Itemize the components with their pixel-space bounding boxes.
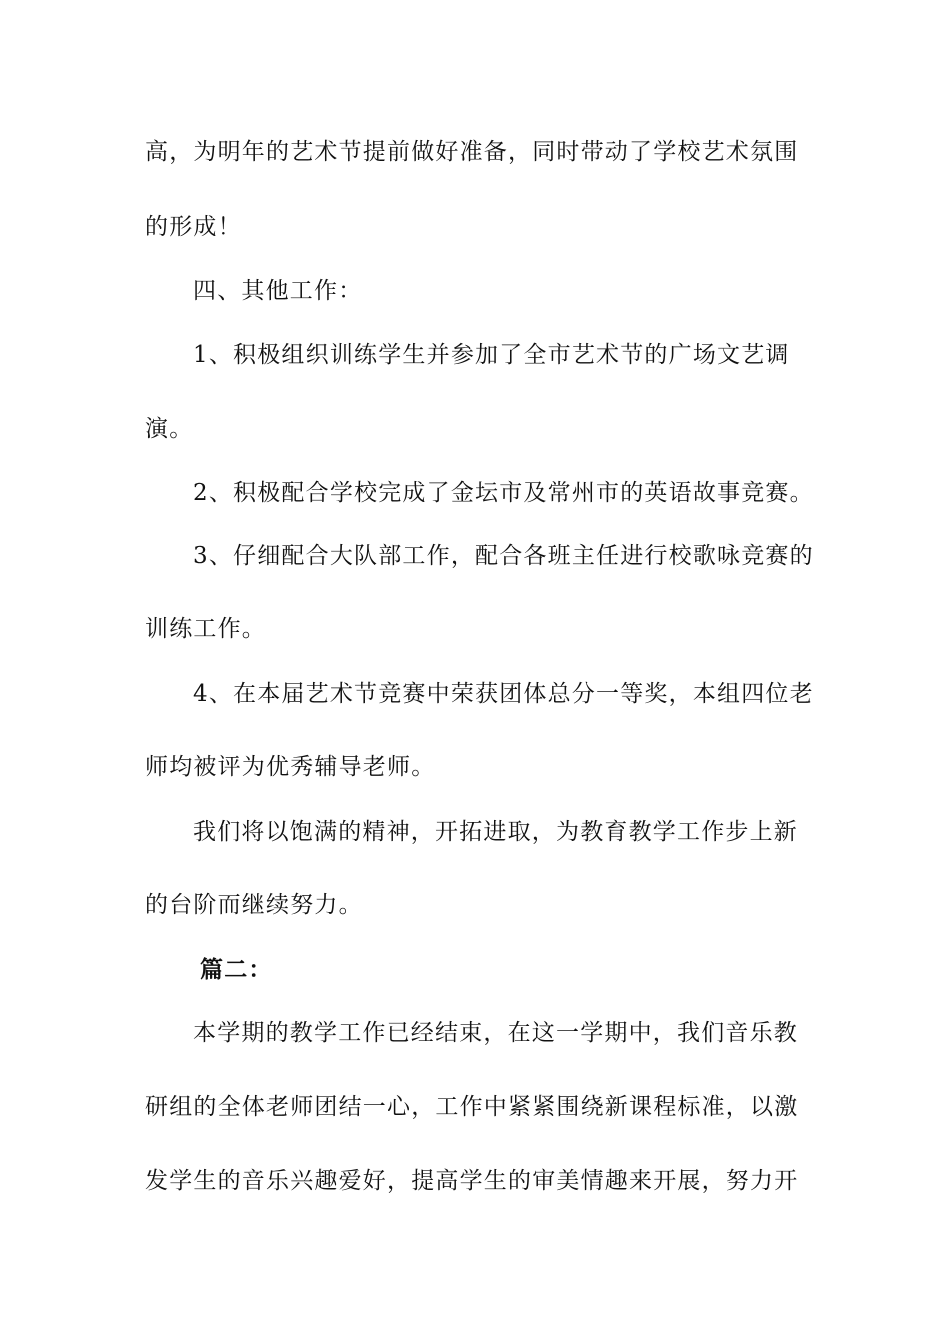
paragraph-line: 高，为明年的艺术节提前做好准备，同时带动了学校艺术氛围 [145, 139, 799, 165]
paragraph-line: 发学生的音乐兴趣爱好，提高学生的审美情趣来开展，努力开 [145, 1168, 799, 1194]
list-item: 2、积极配合学校完成了金坛市及常州市的英语故事竞赛。 [193, 480, 814, 506]
list-item: 1、积极组织训练学生并参加了全市艺术节的广场文艺调 [193, 342, 790, 368]
paragraph-line: 训练工作。 [145, 616, 266, 642]
list-item: 3、仔细配合大队部工作，配合各班主任进行校歌咏竞赛的 [193, 543, 814, 569]
article-heading: 篇二： [200, 956, 273, 983]
paragraph-line: 师均被评为优秀辅导老师。 [145, 754, 436, 780]
list-item: 4、在本届艺术节竞赛中荣获团体总分一等奖，本组四位老 [193, 681, 814, 707]
section-heading: 四、其他工作： [193, 278, 363, 304]
paragraph-line: 本学期的教学工作已经结束，在这一学期中，我们音乐教 [193, 1020, 798, 1046]
paragraph-line: 的形成！ [145, 214, 242, 240]
paragraph-line: 的台阶而继续努力。 [145, 892, 363, 918]
paragraph-line: 我们将以饱满的精神，开拓进取，为教育教学工作步上新 [193, 819, 798, 845]
paragraph-line: 演。 [145, 416, 194, 442]
paragraph-line: 研组的全体老师团结一心，工作中紧紧围绕新课程标准，以激 [145, 1094, 799, 1120]
